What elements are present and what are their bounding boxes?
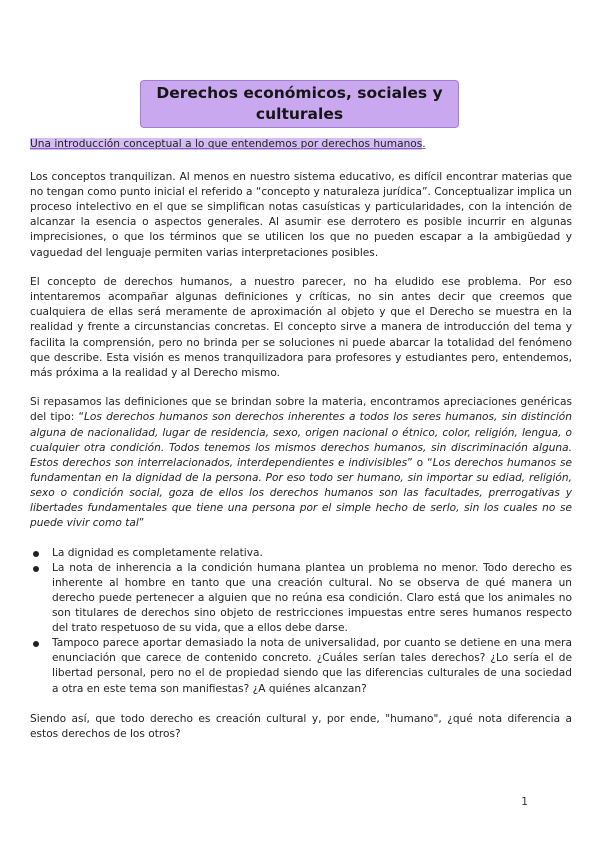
paragraph-3-intro: Si repasamos las definiciones que se brindan sobre la materia, encontramos apreciaciones genéricas del tipo: “ <box>30 396 572 424</box>
critique-list <box>30 546 572 697</box>
subtitle-text: Una introducción conceptual a lo que entendemos por derechos humanos <box>30 138 423 150</box>
paragraph-3-end: ” <box>138 517 145 530</box>
page-number: 1 <box>521 796 528 808</box>
paragraph-2: El concepto de derechos humanos, a nuestro parecer, no ha eludido ese problema. Por eso intentaremos acompañar algunas definiciones y críticas, no sin antes decir que creemos que cualquiera de ellas será meramente de aproximación al objeto y que el Derecho se muestra en la realidad y frente a circunstancias concretas. El concepto sirve a manera de introducción del tema y facilita la comprensión, pero no brinda per se soluciones ni puede abarcar la totalidad del fenómeno que describe. Esta visión es menos tranquilizadora para profesores y estudiantes pero, entendemos, más próxima a la realidad y al Derecho mismo. <box>30 276 572 379</box>
list-item <box>30 546 572 561</box>
list-item-text: La dignidad es completamente relativa. <box>52 546 263 559</box>
bullet-icon <box>33 551 39 557</box>
paragraph-1: Los conceptos tranquilizan. Al menos en nuestro sistema educativo, es difícil encontrar materias que no tengan como punto inicial el referido a “concepto y naturaleza jurídica”. Conceptualizar implica un proceso intelectivo en el que se simplifican notas casuísticas y particularidades, con la intención de alcanzar la esencia o aspectos generales. Al asumir ese derrotero es posible incurrir en algunas imprecisiones, o que los términos que se utilicen los que no pueden escapar a la ambigüedad y vaguedad del lenguaje permiten varias interpretaciones posibles. <box>30 171 572 259</box>
paragraph-3 <box>30 395 572 531</box>
bullet-icon <box>33 641 39 647</box>
document-title: Derechos económicos, sociales y culturales <box>156 84 443 123</box>
document-body <box>30 137 572 756</box>
paragraph-3-connector: ” o “ <box>407 456 433 469</box>
bullet-icon <box>33 566 39 572</box>
list-item <box>30 636 572 696</box>
list-item-text: La nota de inherencia a la condición humana plantea un problema no menor. Todo derecho es inherente al hombre en tanto que una creación cultural. No se observa de qué manera un derecho puede pertenecer a alguien que no reúna esa condición. Claro está que los animales no son titulares de derechos sino objeto de restricciones impuestas entre seres humanos respecto del trato respetuoso de su vida, que a ellos debe darse. <box>52 561 572 635</box>
title-box <box>140 80 459 128</box>
definition-quote-1: Los derechos humanos son derechos inherentes a todos los seres humanos, sin distinción alguna de nacionalidad, lugar de residencia, sexo, origen nacional o étnico, color, religión, lengua, o cualquier otra condición. Todos tenemos los mismos derechos humanos, sin discriminación alguna. Estos derechos son interrelacionados, interdependientes e indivisibles <box>30 411 572 469</box>
list-item <box>30 561 572 636</box>
definition-quote-2: Los derechos humanos se fundamentan en la dignidad de la persona. Por eso todo ser humano, sin importar su ediad, religión, sexo o condición social, goza de ellos los derechos humanos son las facultades, prerrogativas y libertades fundamentales que tiene una persona por el simple hecho de serlo, sin los cuales no se puede vivir como tal <box>30 456 572 530</box>
paragraph-4: Siendo así, que todo derecho es creación cultural y, por ende, "humano", ¿qué nota diferencia a estos derechos de los otros? <box>30 712 572 740</box>
subtitle <box>30 137 572 152</box>
subtitle-period: . <box>422 138 426 150</box>
list-item-text: Tampoco parece aportar demasiado la nota de universalidad, por cuanto se detiene en una mera enunciación que carece de contenido concreto. ¿Cuáles serían tales derechos? ¿Lo sería el de libertad personal, pero no el de propiedad siendo que las diferencias culturales de una sociedad a otra en este tema son manifiestas? ¿A quiénes alcanzan? <box>52 637 572 695</box>
